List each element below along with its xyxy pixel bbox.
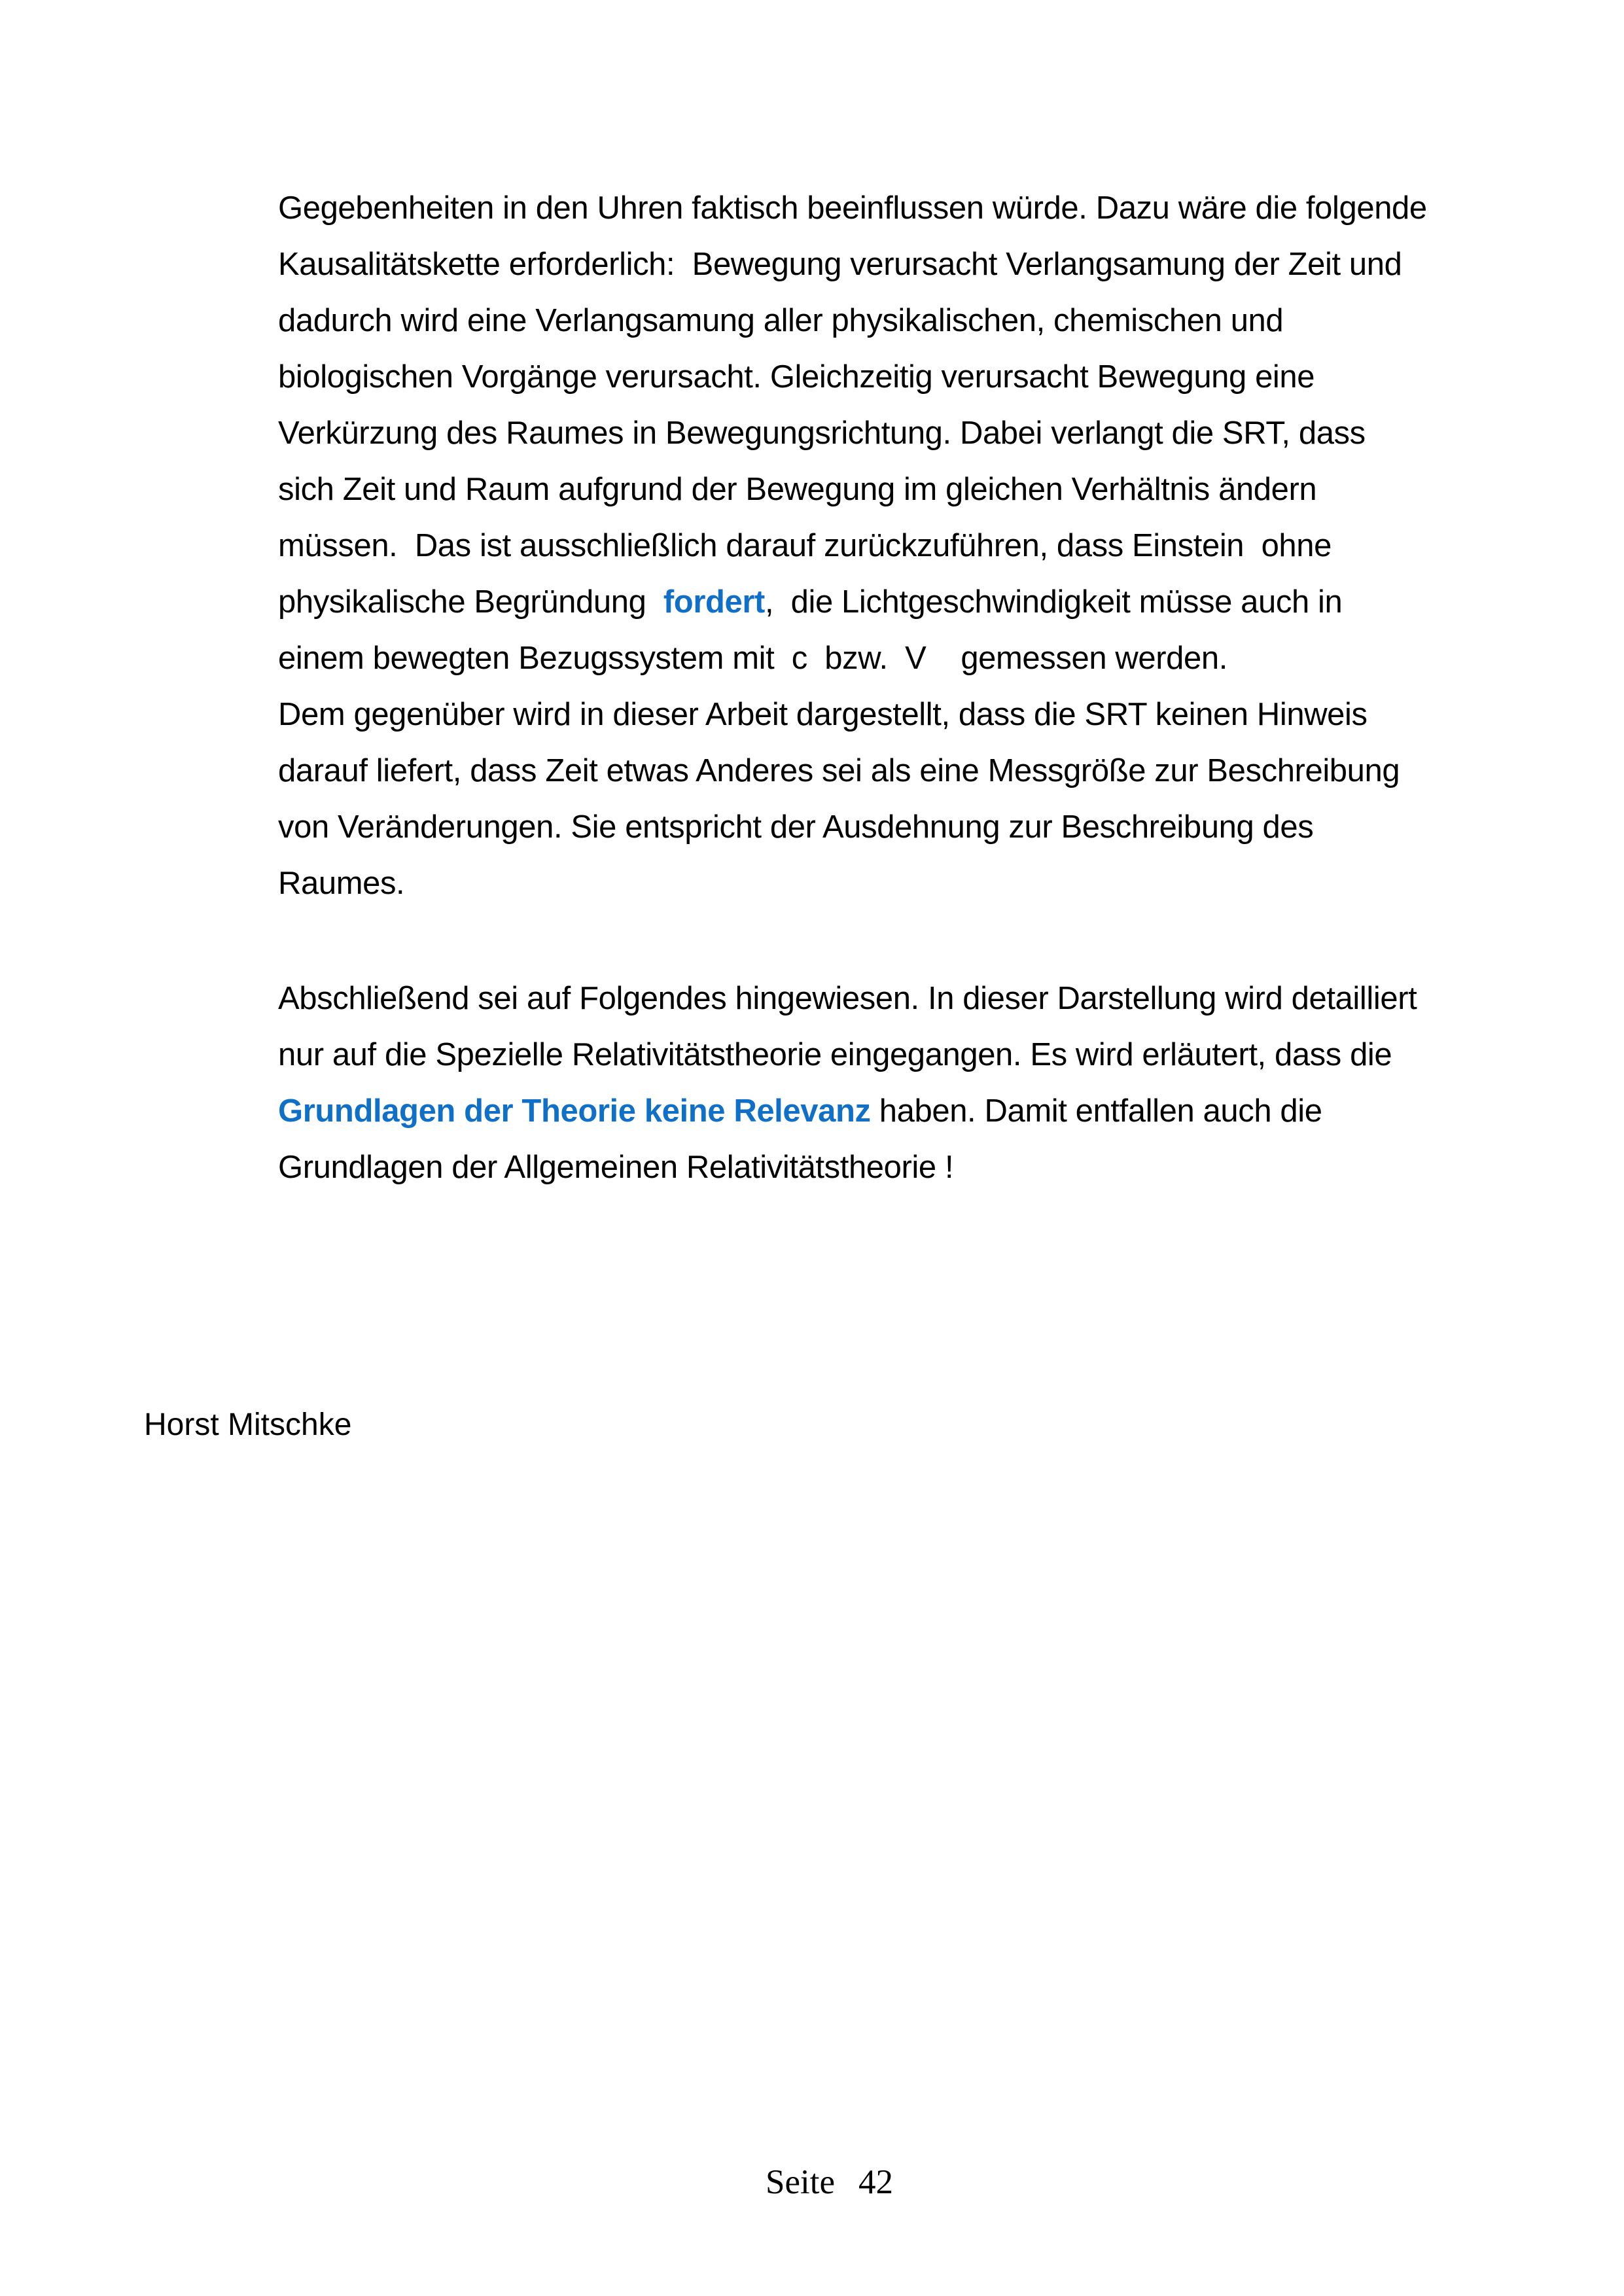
text-segment: , die Lichtgeschwindigkeit müsse auch in bbox=[764, 584, 1343, 620]
signature-name: Horst Mitschke bbox=[144, 1407, 352, 1442]
body-paragraph-closing bbox=[278, 970, 1417, 1195]
text-segment: Grundlagen der Allgemeinen Relativitätstheorie ! bbox=[278, 1150, 954, 1185]
text-line bbox=[278, 686, 1427, 743]
text-line bbox=[278, 180, 1427, 236]
text-segment: darauf liefert, dass Zeit etwas Anderes sei als eine Messgröße zur Beschreibung bbox=[278, 753, 1400, 788]
text-line bbox=[278, 970, 1417, 1027]
text-segment: Verkürzung des Raumes in Bewegungsrichtung. Dabei verlangt die SRT, dass bbox=[278, 415, 1366, 451]
text-line bbox=[278, 236, 1427, 292]
text-line bbox=[278, 518, 1427, 574]
text-line bbox=[278, 1083, 1417, 1139]
text-line bbox=[278, 349, 1427, 405]
text-segment: sich Zeit und Raum aufgrund der Bewegung im gleichen Verhältnis ändern bbox=[278, 472, 1317, 507]
text-line bbox=[278, 405, 1427, 461]
text-line bbox=[278, 574, 1427, 630]
footer-page-number: 42 bbox=[858, 2163, 893, 2201]
text-segment: Abschließend sei auf Folgendes hingewiesen. In dieser Darstellung wird detailliert bbox=[278, 981, 1417, 1016]
text-line bbox=[278, 855, 1427, 911]
text-line bbox=[278, 743, 1427, 799]
text-line bbox=[278, 461, 1427, 518]
text-line bbox=[278, 1027, 1417, 1083]
text-segment: Gegebenheiten in den Uhren faktisch beeinflussen würde. Dazu wäre die folgende bbox=[278, 190, 1427, 226]
text-segment: Dem gegenüber wird in dieser Arbeit dargestellt, dass die SRT keinen Hinweis bbox=[278, 697, 1368, 732]
text-segment: Raumes. bbox=[278, 866, 405, 901]
text-segment: biologischen Vorgänge verursacht. Gleichzeitig verursacht Bewegung eine bbox=[278, 359, 1315, 395]
text-line bbox=[278, 630, 1427, 686]
body-paragraph-main bbox=[278, 180, 1427, 911]
footer-page-label: Seite bbox=[766, 2163, 835, 2201]
text-segment: haben. Damit entfallen auch die bbox=[870, 1093, 1322, 1129]
text-segment: müssen. Das ist ausschließlich darauf zurückzuführen, dass Einstein ohne bbox=[278, 528, 1332, 563]
text-line bbox=[278, 1139, 1417, 1195]
highlighted-text: Grundlagen der Theorie keine Relevanz bbox=[278, 1093, 871, 1129]
text-segment: von Veränderungen. Sie entspricht der Ausdehnung zur Beschreibung des bbox=[278, 809, 1314, 845]
text-segment: physikalische Begründung bbox=[278, 584, 663, 620]
text-segment: einem bewegten Bezugssystem mit c bzw. V gemessen werden. bbox=[278, 641, 1227, 676]
text-segment: Kausalitätskette erforderlich: Bewegung verursacht Verlangsamung der Zeit und bbox=[278, 247, 1402, 282]
text-line bbox=[278, 292, 1427, 349]
text-segment: nur auf die Spezielle Relativitätstheorie eingegangen. Es wird erläutert, dass die bbox=[278, 1037, 1392, 1072]
text-segment: dadurch wird eine Verlangsamung aller physikalischen, chemischen und bbox=[278, 303, 1284, 338]
text-line bbox=[278, 799, 1427, 855]
highlighted-text: fordert bbox=[663, 584, 765, 620]
page-footer bbox=[0, 2121, 1624, 2243]
